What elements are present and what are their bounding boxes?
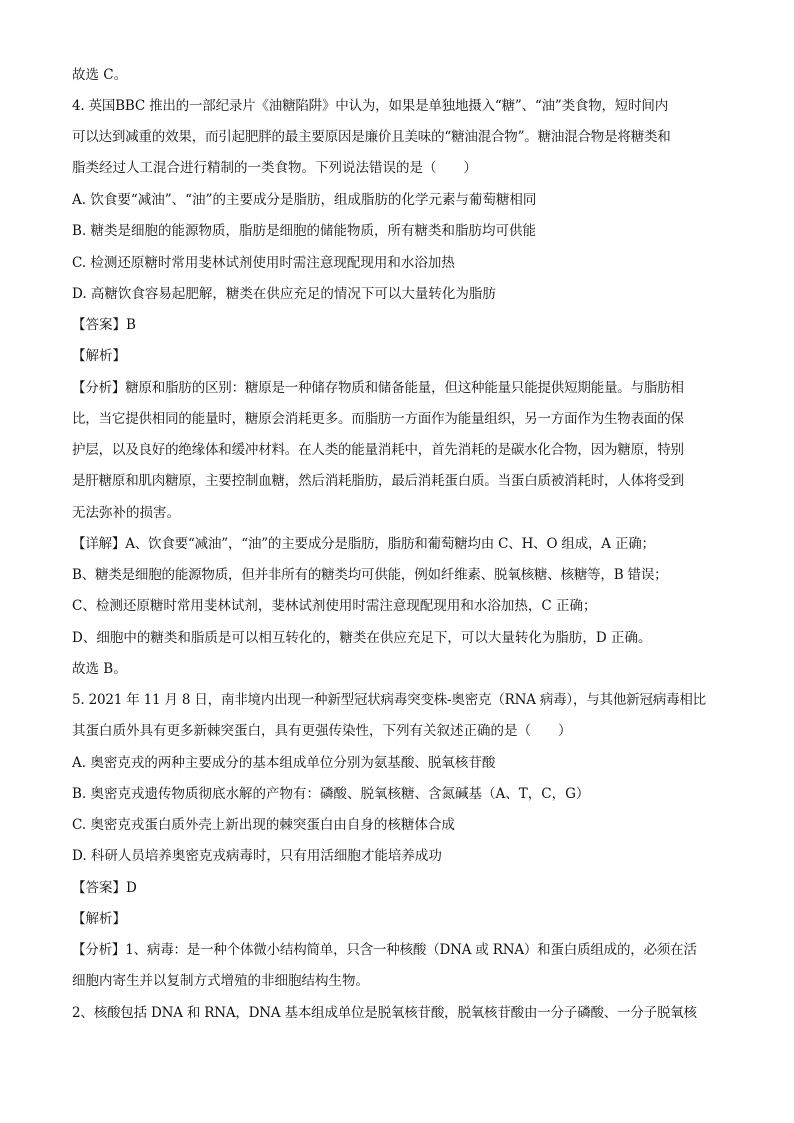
analysis-text: 无法弥补的损害。 — [72, 505, 180, 521]
analysis-heading: 【解析】 — [72, 911, 126, 927]
question-4-stem: 4. 英国BBC 推出的一部纪录片《油糖陷阱》中认为，如果是单独地摄入“糖”、“油”类食物，短时间内 — [72, 98, 668, 114]
analysis-text: 是肝糖原和肌肉糖原，主要控制血糖，然后消耗脂肪，最后消耗蛋白质。当蛋白质被消耗时，人体将受到 — [72, 473, 684, 489]
analysis-text: 比，当它提供相同的能量时，糖原会消耗更多。而脂肪一方面作为能量组织，另一方面作为生物表面的保 — [72, 411, 684, 427]
option-c: C. 检测还原糖时常用斐林试剂使用时需注意现配现用和水浴加热 — [72, 255, 455, 271]
detail-text: B、糖类是细胞的能源物质，但并非所有的糖类均可供能，例如纤维素、脱氧核糖、核糖等，B 错误； — [72, 567, 668, 583]
option-b: B. 糖类是细胞的能源物质，脂肪是细胞的储能物质，所有糖类和脂肪均可供能 — [72, 223, 537, 239]
analysis-heading: 【解析】 — [72, 348, 126, 364]
question-5-stem: 5. 2021 年 11 月 8 日，南非境内出现一种新型冠状病毒突变株-奥密克（RNA 病毒），与其他新冠病毒相比 — [72, 692, 706, 708]
question-4-stem: 脂类经过人工混合进行精制的一类食物。下列说法错误的是（ ） — [72, 160, 477, 176]
option-c: C. 奥密克戎蛋白质外壳上新出现的棘突蛋白由自身的核糖体合成 — [72, 817, 455, 833]
option-a: A. 奥密克戎的两种主要成分的基本组成单位分别为氨基酸、脱氧核苷酸 — [72, 755, 496, 771]
detail-text: C、检测还原糖时常用斐林试剂，斐林试剂使用时需注意现配现用和水浴加热，C 正确； — [72, 598, 597, 614]
detail-text: D、细胞中的糖类和脂质是可以相互转化的，糖类在供应充足下，可以大量转化为脂肪，D 正确。 — [72, 630, 652, 646]
text-line: 故选 C。 — [72, 67, 128, 83]
analysis-text: 护层，以及良好的绝缘体和缓冲材料。在人类的能量消耗中，首先消耗的是碳水化合物，因为糖原，特别 — [72, 442, 684, 458]
detail-text: 【详解】A、饮食要“减油”，“油”的主要成分是脂肪，脂肪和葡萄糖均由 C、H、O 组成，A 正确； — [72, 536, 655, 552]
option-d: D. 高糖饮食容易起肥解，糖类在供应充足的情况下可以大量转化为脂肪 — [72, 286, 496, 302]
answer-label: 【答案】B — [72, 317, 136, 333]
analysis-text: 【分析】1、病毒：是一种个体微小结构简单，只含一种核酸（DNA 或 RNA）和蛋白质组成的，必须在活 — [72, 942, 697, 958]
option-d: D. 科研人员培养奥密克戎病毒时，只有用活细胞才能培养成功 — [72, 848, 442, 864]
question-5-stem: 其蛋白质外具有更多新棘突蛋白，具有更强传染性，下列有关叙述正确的是（ ） — [72, 723, 572, 739]
analysis-text: 【分析】糖原和脂肪的区别：糖原是一种储存物质和储备能量，但这种能量只能提供短期能量。与脂肪相 — [72, 380, 684, 396]
option-b: B. 奥密克戎遗传物质彻底水解的产物有：磷酸、脱氧核糖、含氮碱基（A、T，C，G） — [72, 786, 590, 802]
question-4-stem: 可以达到减重的效果，而引起肥胖的最主要原因是廉价且美味的“糖油混合物”。糖油混合物是将糖类和 — [72, 129, 671, 145]
answer-label: 【答案】D — [72, 880, 137, 896]
analysis-text: 2、核酸包括 DNA 和 RNA，DNA 基本组成单位是脱氧核苷酸，脱氧核苷酸由一分子磷酸、一分子脱氧核 — [72, 1005, 697, 1021]
text-line: 故选 B。 — [72, 661, 127, 677]
option-a: A. 饮食要“减油”、“油”的主要成分是脂肪，组成脂肪的化学元素与葡萄糖相同 — [72, 192, 537, 208]
analysis-text: 细胞内寄生并以复制方式增殖的非细胞结构生物。 — [72, 973, 369, 989]
